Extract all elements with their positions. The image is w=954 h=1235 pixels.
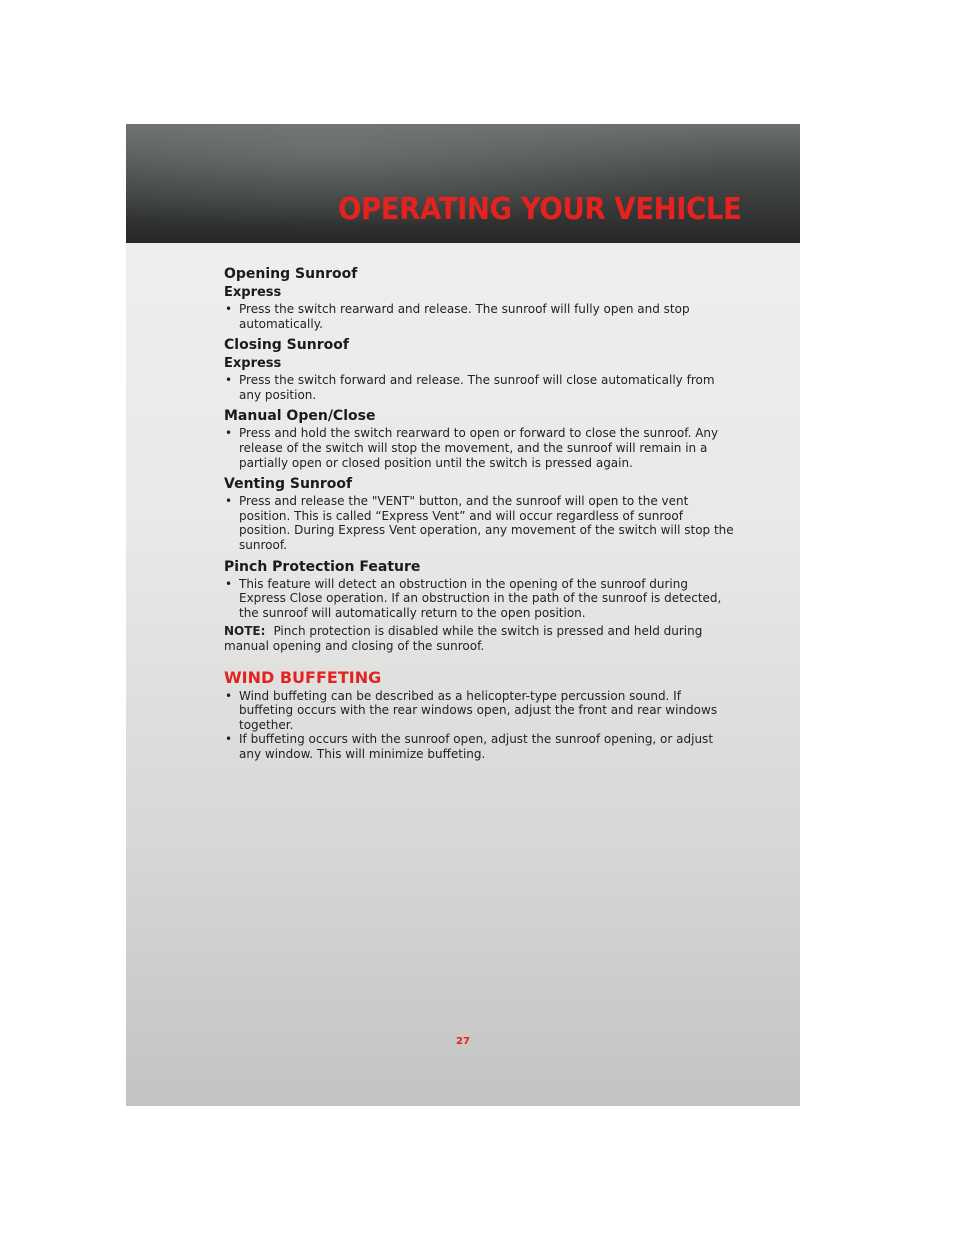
section-title-opening-sunroof: Opening Sunroof xyxy=(224,266,358,282)
note-paragraph xyxy=(224,624,734,653)
manual-page xyxy=(126,124,800,1106)
bullet-item: • Press and hold the switch rearward to open or forward to close the sunroof. Any release of the switch will stop the movement, and the sunroof will remain in a partially open or closed position until the switch is pressed again. xyxy=(224,426,734,470)
note-text: Pinch protection is disabled while the switch is pressed and held during manual opening and closing of the sunroof. xyxy=(224,624,703,653)
subsection-title-express: Express xyxy=(224,356,282,372)
bullet-list xyxy=(224,494,734,552)
bullet-list xyxy=(224,577,734,621)
bullet-list xyxy=(224,302,734,331)
section-title-closing-sunroof: Closing Sunroof xyxy=(224,337,349,354)
bullet-item: • Press and release the "VENT" button, and the sunroof will open to the vent position. This is called “Express Vent” and will occur regardless of sunroof position. During Express Vent operation, any movement of the switch will stop the sunroof. xyxy=(224,494,734,552)
section-title-venting-sunroof: Venting Sunroof xyxy=(224,476,353,493)
section-title-pinch-protection: Pinch Protection Feature xyxy=(224,558,421,575)
bullet-item: • Press the switch rearward and release. The sunroof will fully open and stop automatically. xyxy=(224,302,734,331)
bullet-item: • Press the switch forward and release. The sunroof will close automatically from any position. xyxy=(224,373,734,402)
page-title: OPERATING YOUR VEHICLE xyxy=(338,192,742,227)
bullet-list xyxy=(224,426,734,470)
bullet-list xyxy=(224,373,734,402)
bullet-list xyxy=(224,689,734,762)
page-content xyxy=(224,264,734,761)
page-header-banner xyxy=(126,124,800,243)
subsection-title-express: Express xyxy=(224,285,282,300)
section-title-manual-open-close: Manual Open/Close xyxy=(224,408,376,425)
bullet-item: • This feature will detect an obstruction in the opening of the sunroof during Express Close operation. If an obstruction in the path of the sunroof is detected, the sunroof will automatically return to the open position. xyxy=(224,577,734,621)
page-number: 27 xyxy=(456,1036,470,1047)
note-label: NOTE: xyxy=(224,624,266,639)
bullet-item: • Wind buffeting can be described as a helicopter-type percussion sound. If buffeting occurs with the rear windows open, adjust the front and rear windows together. xyxy=(224,689,734,733)
bullet-item: • If buffeting occurs with the sunroof open, adjust the sunroof opening, or adjust any window. This will minimize buffeting. xyxy=(224,732,734,761)
section-title-wind-buffeting: WIND BUFFETING xyxy=(224,667,382,687)
